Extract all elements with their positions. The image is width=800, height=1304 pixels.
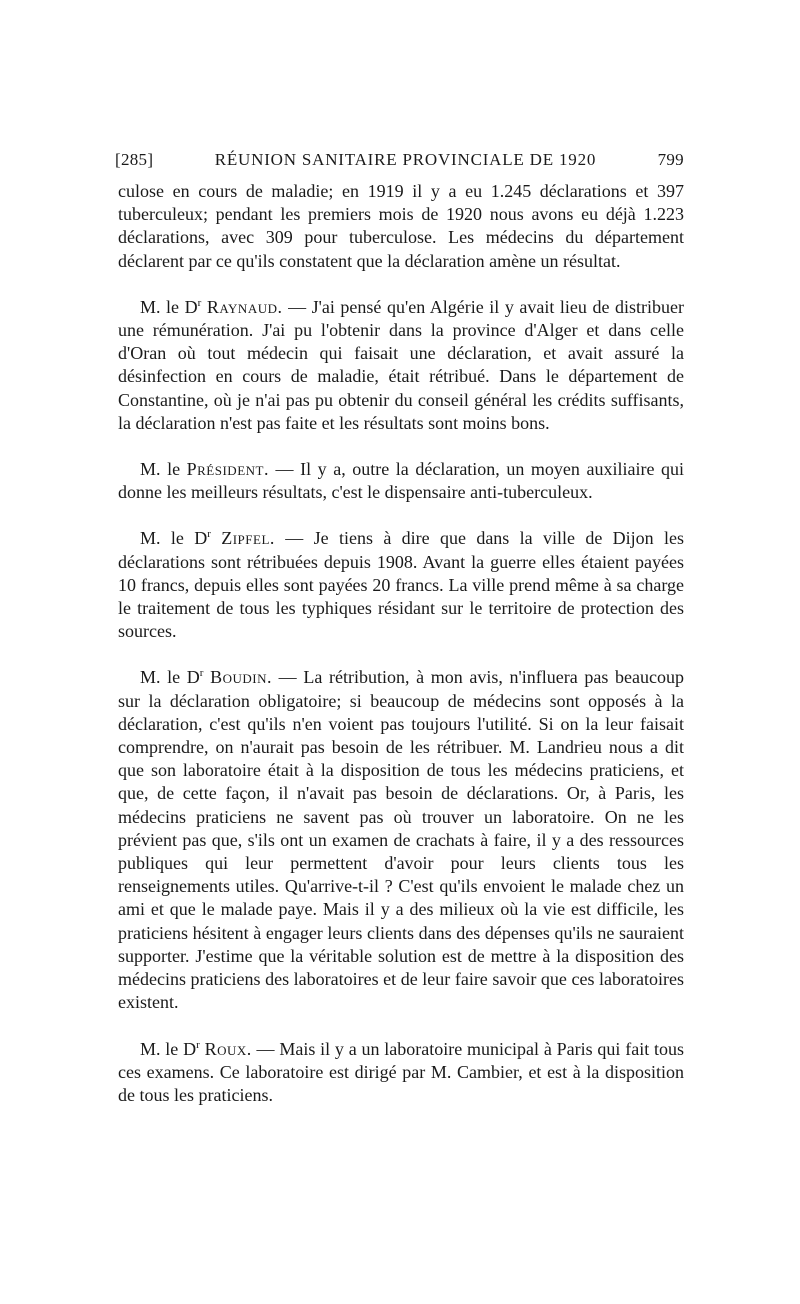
page-reference: [285]: [115, 150, 154, 169]
dash: —: [256, 1038, 275, 1059]
paragraph-text: Mais il y a un laboratoire municipal à Paris qui fait tous ces examens. Ce laboratoire est dirigé par M. Cambier, et est à la disposition de tous les praticiens.: [118, 1038, 684, 1105]
paragraph-continuation: [118, 180, 684, 273]
speaker-name: Zipfel.: [221, 528, 275, 549]
paragraph-text: culose en cours de maladie; en 1919 il y a eu 1.245 déclarations et 397 tuberculeux; pendant les premiers mois de 1920 nous avons eu déjà 1.223 déclarations, avec 309 pour tuberculose. Les médecins du département déclarent par ce qu'ils constatent que la déclaration amène un résultat.: [118, 181, 684, 271]
speech-raynaud: [118, 296, 684, 435]
speaker-prefix: M. le D: [140, 667, 200, 688]
paragraph-text: J'ai pensé qu'en Algérie il y avait lieu de distribuer une rémunération. J'ai pu l'obtenir dans la province d'Alger et dans celle d'Oran où tout médecin qui faisait une déclaration, et avait assuré la désinfection en cours de maladie, était rétribué. Dans le département de Constantine, où je n'ai pas pu obtenir du conseil général les crédits suffisants, la déclaration n'est pas faite et les résultats sont moins bons.: [118, 296, 685, 433]
speaker-prefix: M. le D: [140, 1038, 197, 1059]
speech-president: [118, 458, 684, 504]
title-superscript: r: [199, 667, 204, 680]
running-title: RÉUNION SANITAIRE PROVINCIALE DE 1920: [214, 150, 597, 169]
speaker-prefix: M. le D: [140, 528, 208, 549]
speaker-name: Roux.: [204, 1038, 252, 1059]
dash: —: [285, 528, 304, 549]
paragraph-text: La rétribution, à mon avis, n'influera pas beaucoup sur la déclaration obligatoire; si beaucoup de médecins sont opposés à la déclaration, c'est qu'ils n'en voient pas toujours l'utilité. Si on la leur faisait comprendre, on n'aurait pas besoin de les rétribuer. M. Landrieu nous a dit que son laboratoire était à la disposition de tous les médecins praticiens, et que, de cette façon, il n'avait pas besoin de déclarations. Or, à Paris, les médecins praticiens ne savent pas où trouver un laboratoire. On ne les prévient pas que, s'ils ont un examen de crachats à faire, il y a des ressources publiques qui leur permettent d'avoir pour leurs clients tous les renseignements utiles. Qu'arrive-t-il ? C'est qu'ils envoient le malade chez un ami et que le malade paye. Mais il y a des milieux où la vie est difficile, les praticiens hésitent à engager leurs clients dans des dépenses qu'ils ne sauraient supporter. J'estime que la véritable solution est de mettre à la disposition des médecins praticiens des laboratoires et de leur faire savoir que ces laboratoires existent.: [118, 667, 685, 1013]
title-superscript: r: [196, 1038, 200, 1051]
speaker-prefix: M. le D: [140, 296, 198, 317]
speaker-name: Président.: [186, 459, 269, 480]
speech-zipfel: [118, 527, 684, 643]
title-superscript: r: [197, 296, 202, 309]
speaker-name: Raynaud.: [206, 296, 283, 317]
speaker-name: Boudin.: [210, 667, 273, 688]
dash: —: [278, 667, 297, 688]
running-head: [115, 150, 684, 170]
speech-roux: [118, 1038, 684, 1108]
paragraph-text: Il y a, outre la déclaration, un moyen auxiliaire qui donne les meilleurs résultats, c'est le dispensaire anti-tuberculeux.: [118, 459, 685, 503]
speech-boudin: [118, 666, 684, 1014]
dash: —: [288, 296, 307, 317]
speaker-prefix: M. le: [140, 459, 181, 480]
paragraph-text: Je tiens à dire que dans la ville de Dijon les déclarations sont rétribuées depuis 1908. Avant la guerre elles étaient payées 10 francs, depuis elles sont payées 20 francs. La ville prend même à sa charge le traitement de tous les typhiques résidant sur le territoire de protection des sources.: [118, 528, 685, 642]
dash: —: [275, 459, 294, 480]
page-number: 799: [657, 150, 684, 169]
document-page: [115, 150, 685, 1107]
title-superscript: r: [207, 528, 211, 541]
